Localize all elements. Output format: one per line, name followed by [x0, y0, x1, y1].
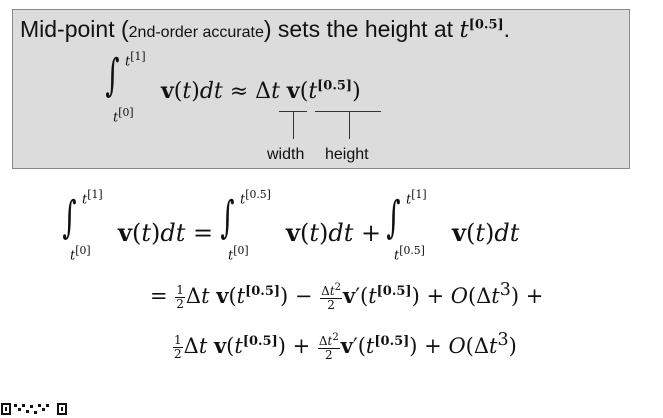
qr-code-icon: [0, 402, 68, 416]
main-integral-3: ∫: [386, 192, 401, 243]
main-lhs: v(t)dt =: [118, 218, 214, 247]
main-upper-3: t[1]: [406, 188, 427, 208]
title-t: t: [459, 17, 469, 43]
main-integral-2: ∫: [220, 192, 235, 243]
title-small-note: 2nd-order accurate: [128, 24, 264, 41]
title-tail: ) sets the height at: [263, 16, 460, 42]
midpoint-callout-box: [12, 9, 630, 169]
main-r1: v(t)dt +: [286, 218, 382, 247]
expansion-line-1: = $\frac{1}{2}$ Δt v(t[0.5]) − $\frac{\Delta t^2}{2}$ $v'(t[0.5]) + O(\Delta t^3)$ +: [150, 280, 544, 312]
callout-title: [20, 16, 510, 43]
integral-sign: ∫: [105, 50, 120, 101]
main-lower-3: t[0.5]: [394, 244, 425, 264]
main-lower-2: t[0]: [228, 244, 249, 264]
main-r2: v(t)dt: [452, 218, 520, 247]
title-period: .: [503, 16, 511, 42]
title-t-sup: [0.5]: [468, 17, 504, 33]
height-label: height: [325, 146, 369, 163]
expansion-line-2: $\frac{1}{2}$ Δt v(t[0.5]) + $\frac{\Delta t^2}{2}$ $v'(t[0.5]) + O(\Delta t^3)$: [174, 330, 517, 362]
main-upper-2: t[0.5]: [240, 188, 271, 208]
box-integrand: v(t)dt ≈ Δt v(t[0.5]): [161, 78, 361, 104]
title-text: Mid-point (: [20, 16, 129, 42]
box-upper-limit: t[1]: [125, 50, 146, 70]
main-integral-1: ∫: [62, 192, 77, 243]
main-upper-1: t[1]: [82, 188, 103, 208]
box-lower-limit: t[0]: [113, 106, 134, 126]
main-lower-1: t[0]: [70, 244, 91, 264]
midpoint-integral: [101, 50, 124, 101]
width-label: width: [267, 146, 305, 163]
